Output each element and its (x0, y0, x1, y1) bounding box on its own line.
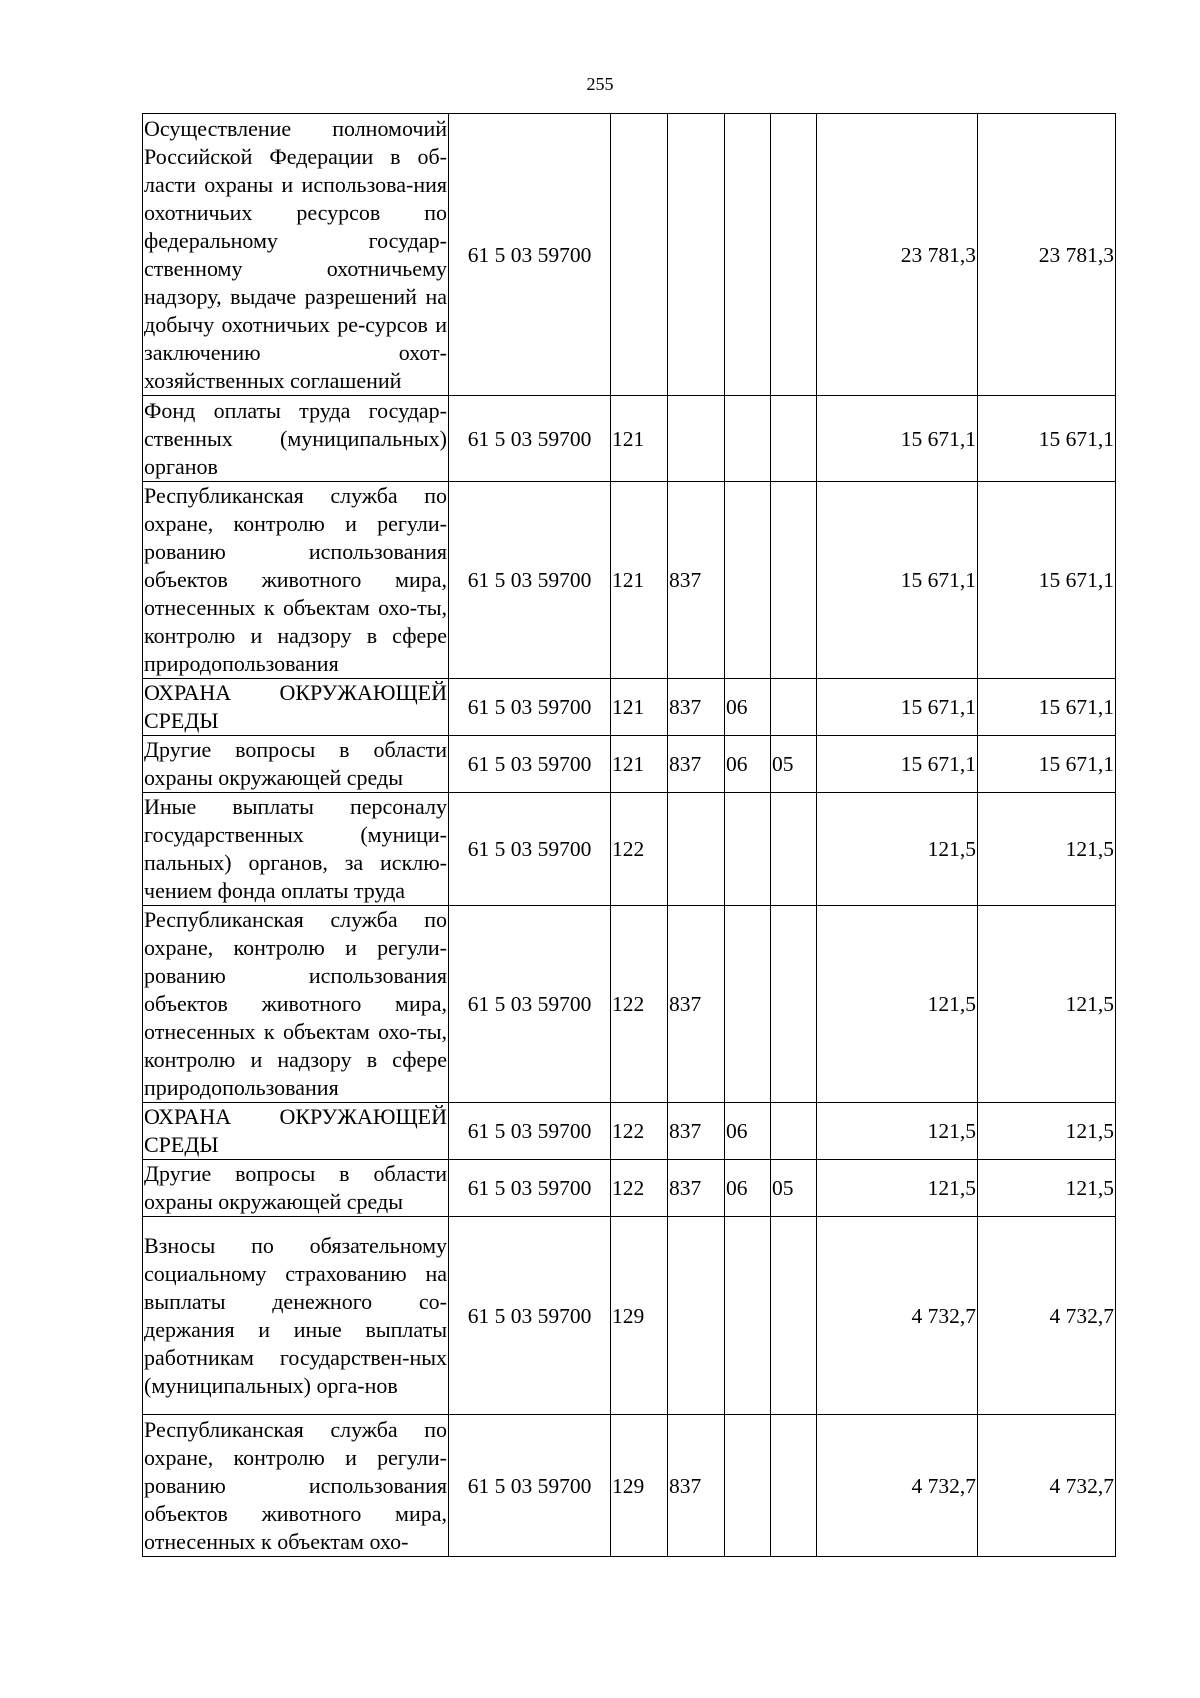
cell-amount-1: 121,5 (817, 793, 978, 906)
table-row (143, 793, 1116, 906)
cell-subsection (771, 1217, 817, 1415)
table-row (143, 1103, 1116, 1160)
cell-amount-1: 23 781,3 (817, 114, 978, 396)
cell-expense-type: 121 (611, 679, 668, 736)
cell-department-code: 837 (668, 906, 725, 1103)
cell-amount-2: 15 671,1 (978, 482, 1116, 679)
cell-amount-1: 121,5 (817, 1160, 978, 1217)
cell-section (725, 793, 771, 906)
cell-amount-1: 121,5 (817, 1103, 978, 1160)
cell-target-article: 61 5 03 59700 (449, 396, 611, 482)
cell-name: Иные выплаты персоналу государственных (муници-пальных) органов, за исклю-чением фонда оплаты труда (143, 793, 449, 906)
cell-amount-2: 121,5 (978, 793, 1116, 906)
cell-subsection (771, 482, 817, 679)
cell-amount-1: 15 671,1 (817, 482, 978, 679)
cell-expense-type: 129 (611, 1217, 668, 1415)
cell-department-code (668, 396, 725, 482)
cell-name: Фонд оплаты труда государ-ственных (муниципальных) органов (143, 396, 449, 482)
cell-subsection (771, 679, 817, 736)
table-row (143, 482, 1116, 679)
cell-name: Осуществление полномочий Российской Федерации в об-ласти охраны и использова-ния охотничьих ресурсов по федеральному государ-ственному охотничьему надзору, выдаче разрешений на добычу охотничьих ре-сурсов и заключению охот-хозяйственных соглашений (143, 114, 449, 396)
cell-amount-1: 15 671,1 (817, 736, 978, 793)
cell-amount-2: 15 671,1 (978, 396, 1116, 482)
cell-target-article: 61 5 03 59700 (449, 736, 611, 793)
cell-expense-type: 121 (611, 482, 668, 679)
cell-amount-1: 121,5 (817, 906, 978, 1103)
table-row (143, 679, 1116, 736)
cell-subsection (771, 396, 817, 482)
cell-subsection (771, 1415, 817, 1557)
cell-amount-1: 4 732,7 (817, 1217, 978, 1415)
cell-subsection (771, 793, 817, 906)
cell-amount-2: 15 671,1 (978, 736, 1116, 793)
cell-section (725, 1217, 771, 1415)
cell-amount-2: 121,5 (978, 1103, 1116, 1160)
cell-department-code (668, 114, 725, 396)
cell-department-code: 837 (668, 679, 725, 736)
cell-section: 06 (725, 736, 771, 793)
cell-department-code: 837 (668, 1160, 725, 1217)
page-number: 255 (586, 74, 614, 94)
cell-target-article: 61 5 03 59700 (449, 1103, 611, 1160)
cell-amount-1: 15 671,1 (817, 679, 978, 736)
cell-target-article: 61 5 03 59700 (449, 906, 611, 1103)
cell-expense-type: 122 (611, 1103, 668, 1160)
cell-target-article: 61 5 03 59700 (449, 679, 611, 736)
cell-department-code: 837 (668, 1103, 725, 1160)
budget-table-body (143, 114, 1116, 1557)
cell-expense-type (611, 114, 668, 396)
cell-amount-1: 4 732,7 (817, 1415, 978, 1557)
cell-department-code: 837 (668, 1415, 725, 1557)
table-row (143, 1415, 1116, 1557)
cell-amount-2: 4 732,7 (978, 1217, 1116, 1415)
cell-name: Республиканская служба по охране, контролю и регули-рованию использования объектов животного мира, отнесенных к объектам охо- (143, 1415, 449, 1557)
cell-name: Другие вопросы в области охраны окружающей среды (143, 736, 449, 793)
cell-amount-2: 15 671,1 (978, 679, 1116, 736)
cell-expense-type: 121 (611, 736, 668, 793)
cell-name: Другие вопросы в области охраны окружающей среды (143, 1160, 449, 1217)
budget-table (142, 113, 1116, 1557)
cell-amount-2: 121,5 (978, 1160, 1116, 1217)
cell-section: 06 (725, 1103, 771, 1160)
cell-department-code (668, 793, 725, 906)
cell-expense-type: 122 (611, 793, 668, 906)
table-row (143, 114, 1116, 396)
cell-subsection: 05 (771, 1160, 817, 1217)
cell-target-article: 61 5 03 59700 (449, 1217, 611, 1415)
cell-name: Республиканская служба по охране, контролю и регули-рованию использования объектов животного мира, отнесенных к объектам охо-ты, контролю и надзору в сфере природопользования (143, 906, 449, 1103)
cell-amount-2: 23 781,3 (978, 114, 1116, 396)
cell-name: ОХРАНА ОКРУЖАЮЩЕЙ СРЕДЫ (143, 1103, 449, 1160)
cell-expense-type: 122 (611, 1160, 668, 1217)
cell-department-code (668, 1217, 725, 1415)
cell-expense-type: 122 (611, 906, 668, 1103)
cell-amount-2: 4 732,7 (978, 1415, 1116, 1557)
cell-section (725, 114, 771, 396)
table-row (143, 906, 1116, 1103)
cell-section (725, 482, 771, 679)
cell-expense-type: 121 (611, 396, 668, 482)
cell-name: ОХРАНА ОКРУЖАЮЩЕЙ СРЕДЫ (143, 679, 449, 736)
cell-name: Республиканская служба по охране, контролю и регули-рованию использования объектов животного мира, отнесенных к объектам охо-ты, контролю и надзору в сфере природопользования (143, 482, 449, 679)
cell-section (725, 396, 771, 482)
cell-subsection: 05 (771, 736, 817, 793)
cell-section: 06 (725, 1160, 771, 1217)
table-row (143, 1160, 1116, 1217)
cell-section (725, 906, 771, 1103)
cell-subsection (771, 1103, 817, 1160)
cell-expense-type: 129 (611, 1415, 668, 1557)
cell-section (725, 1415, 771, 1557)
cell-subsection (771, 114, 817, 396)
table-row (143, 736, 1116, 793)
cell-amount-1: 15 671,1 (817, 396, 978, 482)
cell-subsection (771, 906, 817, 1103)
table-row (143, 396, 1116, 482)
table-row (143, 1217, 1116, 1415)
cell-target-article: 61 5 03 59700 (449, 482, 611, 679)
cell-target-article: 61 5 03 59700 (449, 1160, 611, 1217)
cell-target-article: 61 5 03 59700 (449, 1415, 611, 1557)
cell-target-article: 61 5 03 59700 (449, 114, 611, 396)
cell-section: 06 (725, 679, 771, 736)
cell-target-article: 61 5 03 59700 (449, 793, 611, 906)
cell-name: Взносы по обязательному социальному страхованию на выплаты денежного со-держания и иные выплаты работникам государствен-ных (муниципальных) орга-нов (143, 1217, 449, 1415)
cell-amount-2: 121,5 (978, 906, 1116, 1103)
cell-department-code: 837 (668, 736, 725, 793)
cell-department-code: 837 (668, 482, 725, 679)
